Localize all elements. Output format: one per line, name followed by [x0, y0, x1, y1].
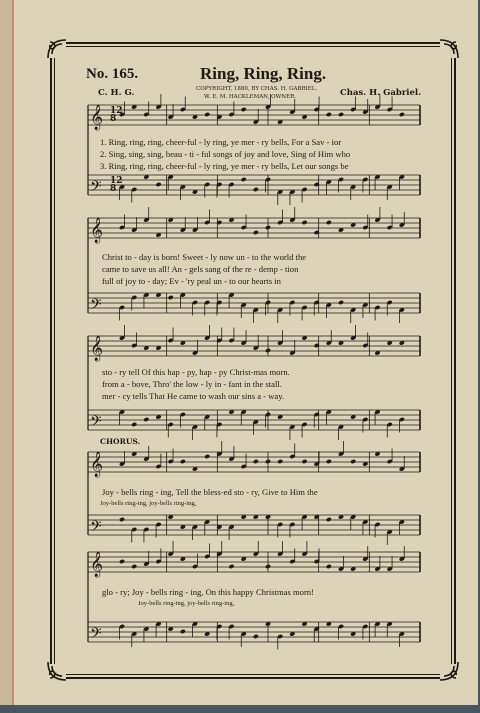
bass-clef-icon: 𝄢 — [90, 625, 102, 646]
note-head — [301, 459, 307, 464]
time-signature: 8 — [110, 184, 117, 194]
lyric-line: sto - ry tell Of this hap - py, hap - py Christ-mas morn. — [102, 367, 290, 377]
treble-clef-icon: 𝄞 — [90, 218, 104, 243]
hymn-number: No. 165. — [86, 66, 139, 82]
composer-name: Chas. H. Gabriel. — [340, 88, 422, 98]
lyricist-initials: C. H. G. — [98, 88, 135, 98]
time-signature: 8 — [110, 114, 117, 124]
note-head — [204, 112, 210, 117]
note-head — [326, 517, 332, 522]
lyric-line: full of joy to - day; Ev - 'ry peal un - to our hearts in — [102, 276, 281, 286]
copyright-line: COPYRIGHT, 1880, BY CHAS. H. GABRIEL. — [196, 86, 318, 92]
note-head — [265, 564, 271, 569]
treble-clef-icon: 𝄞 — [90, 105, 104, 130]
copyright-owner-line: W. E. M. HACKLEMAN, OWNER. — [204, 94, 297, 100]
lyric-line: Christ to - day is born! Sweet - ly now un - to the world the — [102, 252, 307, 262]
note-head — [265, 348, 271, 353]
note-head — [168, 295, 174, 300]
lyric-line: glo - ry; Joy - bells ring - ing, On this happy Christmas morn! — [102, 587, 314, 597]
note-head — [241, 107, 247, 112]
note-head — [119, 517, 125, 522]
note-head — [241, 177, 247, 182]
note-head — [131, 422, 137, 427]
note-head — [338, 300, 344, 305]
note-head — [119, 559, 125, 564]
note-head — [350, 459, 356, 464]
bass-echo-lyric: Joy-bells ring-ing, joy-bells ring-ing, — [100, 500, 197, 507]
note-head — [253, 230, 259, 235]
note-head — [265, 459, 271, 464]
bass-clef-icon: 𝄢 — [90, 413, 102, 434]
note-head — [399, 112, 405, 117]
note-head — [338, 112, 344, 117]
lyric-line: came to save us all! An - gels sang of the re - demp - tion — [102, 264, 299, 274]
chorus-label: CHORUS. — [100, 437, 141, 446]
note-head — [131, 564, 137, 569]
note-head — [326, 564, 332, 569]
lyric-line: mer - cy tells That He came to wash our sins a - way. — [102, 391, 285, 401]
note-head — [265, 225, 271, 230]
treble-clef-icon: 𝄞 — [90, 552, 104, 577]
bass-clef-icon: 𝄢 — [90, 178, 102, 199]
note-head — [253, 634, 259, 639]
note-head — [204, 454, 210, 459]
note-head — [180, 459, 186, 464]
treble-clef-icon: 𝄞 — [90, 336, 104, 361]
note-head — [253, 459, 259, 464]
lyric-line: 3. Ring, ring, ring, cheer-ful - ly ring, ye mer - ry bells, Let our songs be — [100, 161, 349, 171]
note-head — [326, 220, 332, 225]
note-head — [326, 459, 332, 464]
bass-clef-icon: 𝄢 — [90, 518, 102, 539]
bass-echo-lyric: Joy-bells ring-ing, joy-bells ring-ing, — [138, 600, 235, 607]
time-signature: 12 — [110, 176, 123, 186]
lyric-line: Joy - bells ring - ing, Tell the bless-ed sto - ry, Give to Him the — [102, 487, 318, 497]
note-head — [326, 112, 332, 117]
lyric-line: from a - bove, Thro' the low - ly in - fant in the stall. — [102, 379, 282, 389]
note-head — [143, 417, 149, 422]
lyric-line: 2. Sing, sing, sing, beau - ti - ful songs of joy and love, Sing of Him who — [100, 149, 351, 159]
note-head — [180, 629, 186, 634]
treble-clef-icon: 𝄞 — [90, 452, 104, 477]
lyric-line: 1. Ring, ring, ring, cheer-ful - ly ring, ye mer - ry bells, For a Sav - ior — [100, 137, 342, 147]
note-head — [277, 459, 283, 464]
note-head — [301, 220, 307, 225]
note-head — [228, 564, 234, 569]
hymn-title: Ring, Ring, Ring. — [200, 64, 327, 83]
time-signature: 12 — [110, 106, 123, 116]
bass-clef-icon: 𝄢 — [90, 296, 102, 317]
note-head — [253, 187, 259, 192]
note-head — [155, 182, 161, 187]
